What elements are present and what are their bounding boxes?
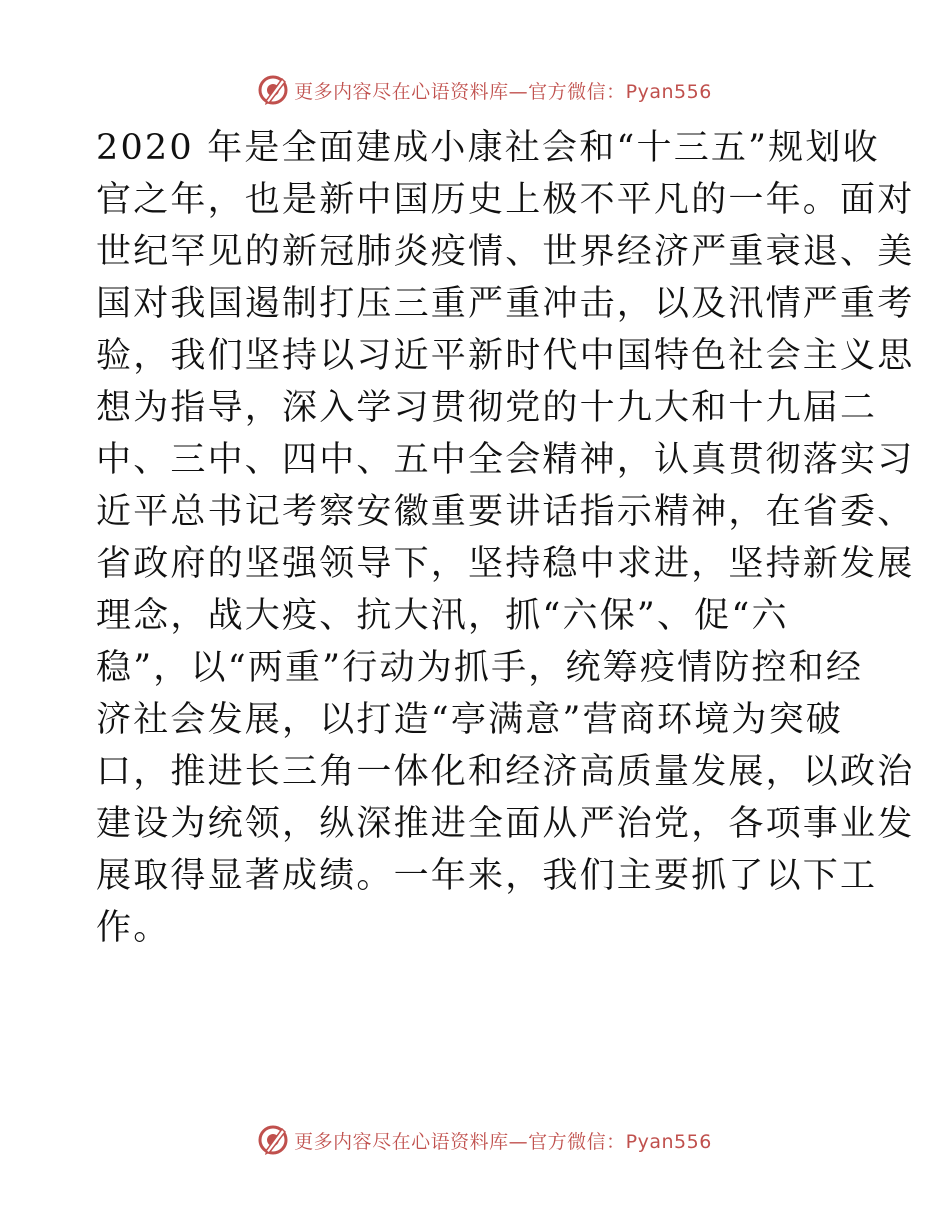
pen-circle-logo-icon [256,73,290,107]
document-body [96,122,915,954]
footer-banner [0,1120,950,1160]
body-line-3: 世纪罕见的新冠肺炎疫情、世界经济严重衰退、美 [96,232,915,272]
body-line-16: 作。 [96,908,171,948]
body-line-9: 省政府的坚强领导下，坚持稳中求进，坚持新发展 [96,544,915,584]
body-line-8: 近平总书记考察安徽重要讲话指示精神，在省委、 [96,492,915,532]
footer-banner-text: 更多内容尽在心语资料库—官方微信：Pyan556 [294,1130,712,1153]
header-banner [0,70,950,110]
body-line-7: 中、三中、四中、五中全会精神，认真贯彻落实习 [96,440,915,480]
body-line-2: 官之年，也是新中国历史上极不平凡的一年。面对 [96,180,915,220]
body-line-14: 建设为统领，纵深推进全面从严治党，各项事业发 [96,804,915,844]
body-line-11: 稳”，以“两重”行动为抓手，统筹疫情防控和经 [96,648,864,688]
header-banner-inner [256,73,712,107]
body-line-4: 国对我国遏制打压三重严重冲击，以及汛情严重考 [96,284,915,324]
body-line-13: 口，推进长三角一体化和经济高质量发展，以政治 [96,752,915,792]
body-line-10: 理念，战大疫、抗大汛，抓“六保”、促“六 [96,596,789,636]
body-line-5: 验，我们坚持以习近平新时代中国特色社会主义思 [96,336,915,376]
body-line-12: 济社会发展，以打造“亭满意”营商环境为突破 [96,700,843,740]
body-line-6: 想为指导，深入学习贯彻党的十九大和十九届二 [96,388,878,428]
header-banner-text: 更多内容尽在心语资料库—官方微信：Pyan556 [294,80,712,103]
pen-circle-logo-icon [256,1123,290,1157]
body-line-1: 2020 年是全面建成小康社会和“十三五”规划收 [96,128,880,168]
body-line-15: 展取得显著成绩。一年来，我们主要抓了以下工 [96,856,878,896]
footer-banner-inner [256,1123,712,1157]
